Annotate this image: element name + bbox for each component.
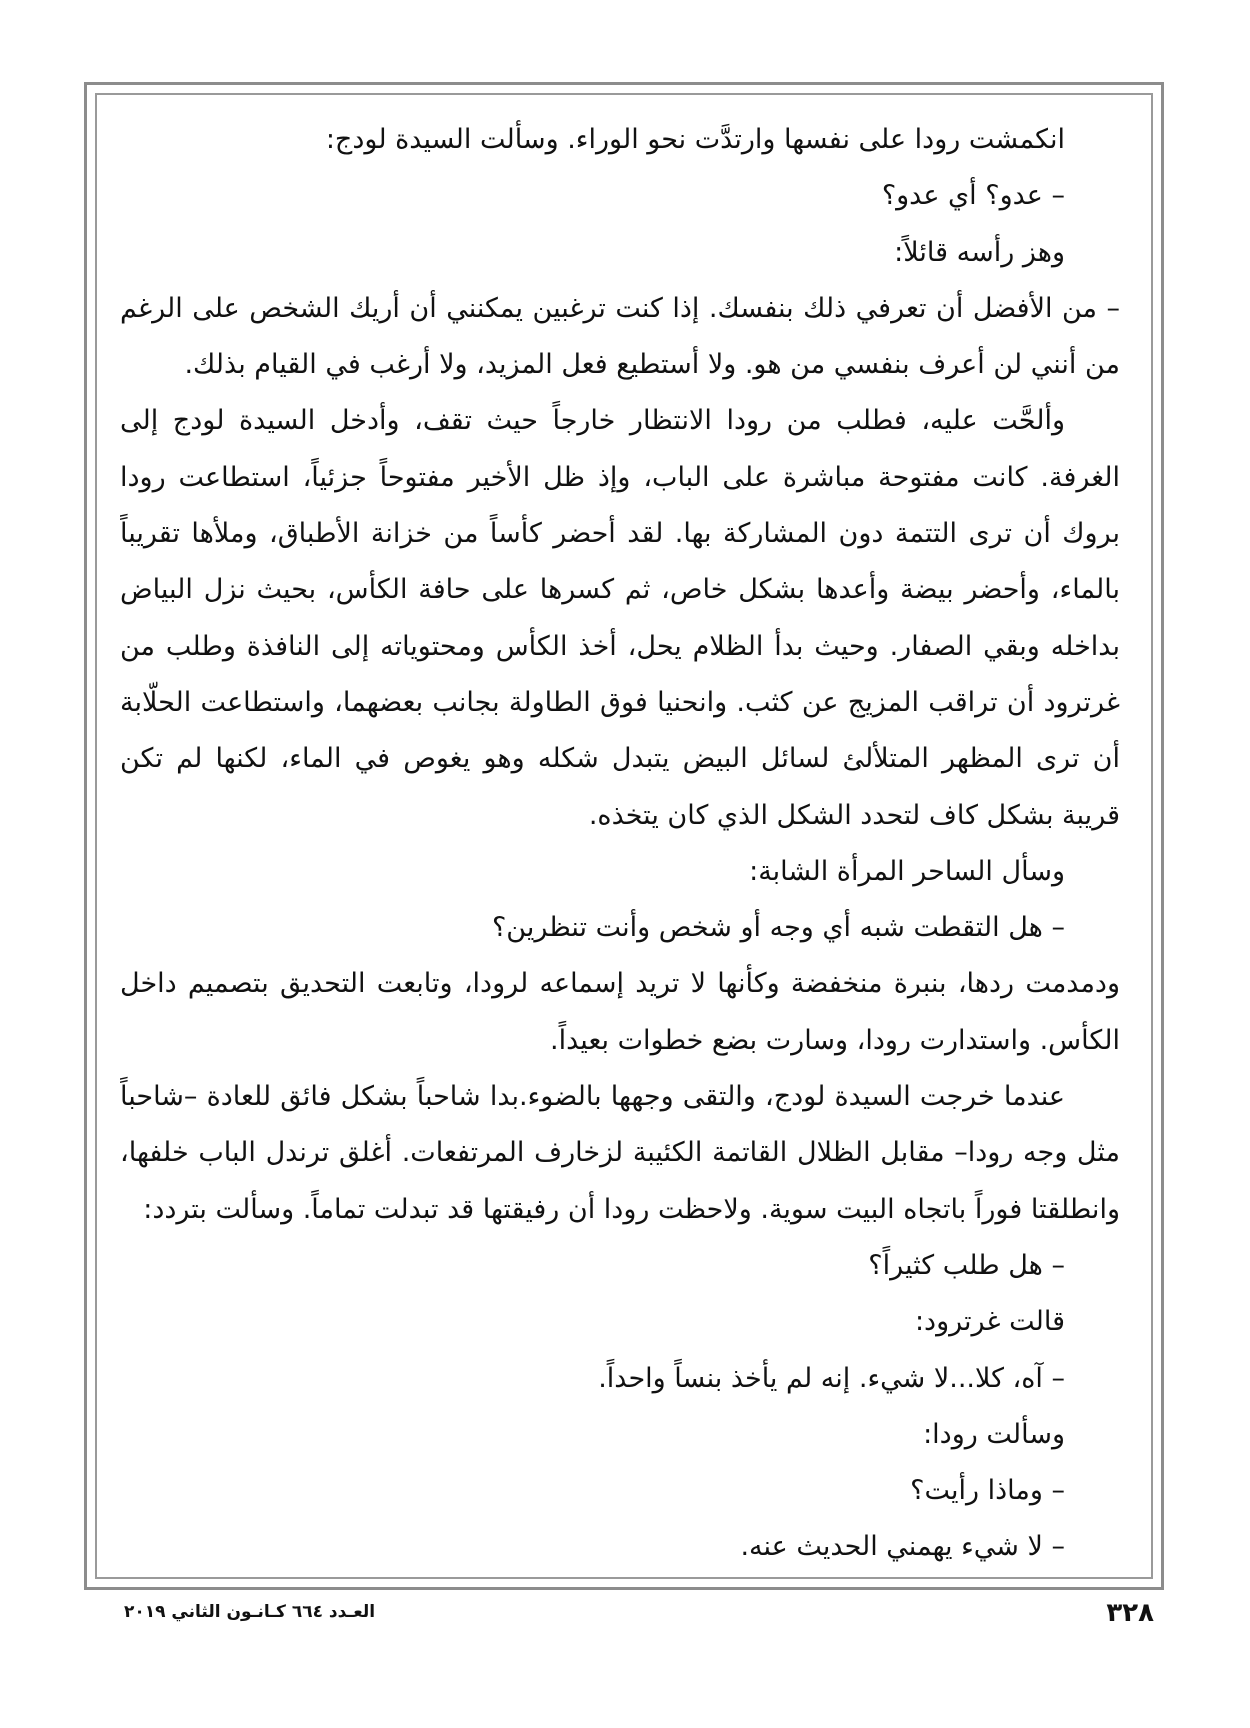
paragraph: وسألت رودا: xyxy=(923,1418,1065,1450)
dialogue-line: – من الأفضل أن تعرفي ذلك بنفسك. إذا كنت ترغبين يمكنني أن أريك الشخص على الرغم من أنني لن أعرف بنفسي من هو. ولا أستطيع فعل المزيد، ولا أرغب في القيام بذلك. xyxy=(120,292,1120,381)
paragraph: عندما خرجت السيدة لودج، والتقى وجهها بالضوء.بدا شاحباً بشكل فائق للعادة –شاحباً مثل وجه رودا– مقابل الظلال القاتمة الكئيبة لزخارف المرتفعات. أغلق ترندل الباب خلفها، وانطلقتا فوراً باتجاه البيت سوية. ولاحظت رودا أن رفيقتها قد تبدلت تماماً. وسألت بتردد: xyxy=(120,1081,1120,1225)
paragraph: قالت غرترود: xyxy=(914,1306,1065,1338)
page-number: ٣٢٨ xyxy=(1106,1598,1154,1628)
dialogue-line: – عدو؟ أي عدو؟ xyxy=(881,180,1065,212)
paragraph: وهز رأسه قائلاً: xyxy=(894,236,1065,268)
page-footer xyxy=(84,1598,1164,1634)
dialogue-line: – لا شيء يهمني الحديث عنه. xyxy=(740,1531,1065,1562)
dialogue-line: – آه، كلا...لا شيء. إنه لم يأخذ بنساً واحداً. xyxy=(598,1362,1065,1394)
dialogue-line: – وماذا رأيت؟ xyxy=(910,1475,1065,1507)
dialogue-line: – هل طلب كثيراً؟ xyxy=(868,1249,1065,1281)
paragraph: وسأل الساحر المرأة الشابة: xyxy=(749,855,1065,887)
paragraph: انكمشت رودا على نفسها وارتدَّت نحو الوراء. وسألت السيدة لودج: xyxy=(325,124,1065,155)
issue-label: العـدد ٦٦٤ كـانـون الثاني ٢٠١٩ xyxy=(124,1602,376,1622)
dialogue-line: – هل التقطت شبه أي وجه أو شخص وأنت تنظرين؟ xyxy=(491,912,1065,944)
paragraph: ودمدمت ردها، بنبرة منخفضة وكأنها لا تريد إسماعه لرودا، وتابعت التحديق بتصميم داخل الكأس. واستدارت رودا، وسارت بضع خطوات بعيداً. xyxy=(120,968,1120,1056)
paragraph: وألحَّت عليه، فطلب من رودا الانتظار خارجاً حيث تقف، وأدخل السيدة لودج إلى الغرفة. كانت مفتوحة مباشرة على الباب، وإذ ظل الأخير مفتوحاً جزئياً، استطاعت رودا بروك أن ترى التتمة دون المشاركة بها. لقد أحضر كأساً من خزانة الأطباق، وملأها تقريباً بالماء، وأحضر بيضة وأعدها بشكل خاص، ثم كسرها على حافة الكأس، بحيث نزل البياض بداخله وبقي الصفار. وحيث بدأ الظلام يحل، أخذ الكأس ومحتوياته إلى النافذة وطلب من غرترود أن تراقب المزيج عن كثب. وانحنيا فوق الطاولة بجانب بعضهما، واستطاعت الحلّابة أن ترى المظهر المتلألئ لسائل البيض يتبدل شكله وهو يغوص في الماء، لكنها لم تكن قريبة بشكل كاف لتحدد الشكل الذي كان يتخذه. xyxy=(120,405,1120,831)
article-body xyxy=(120,112,1120,1562)
